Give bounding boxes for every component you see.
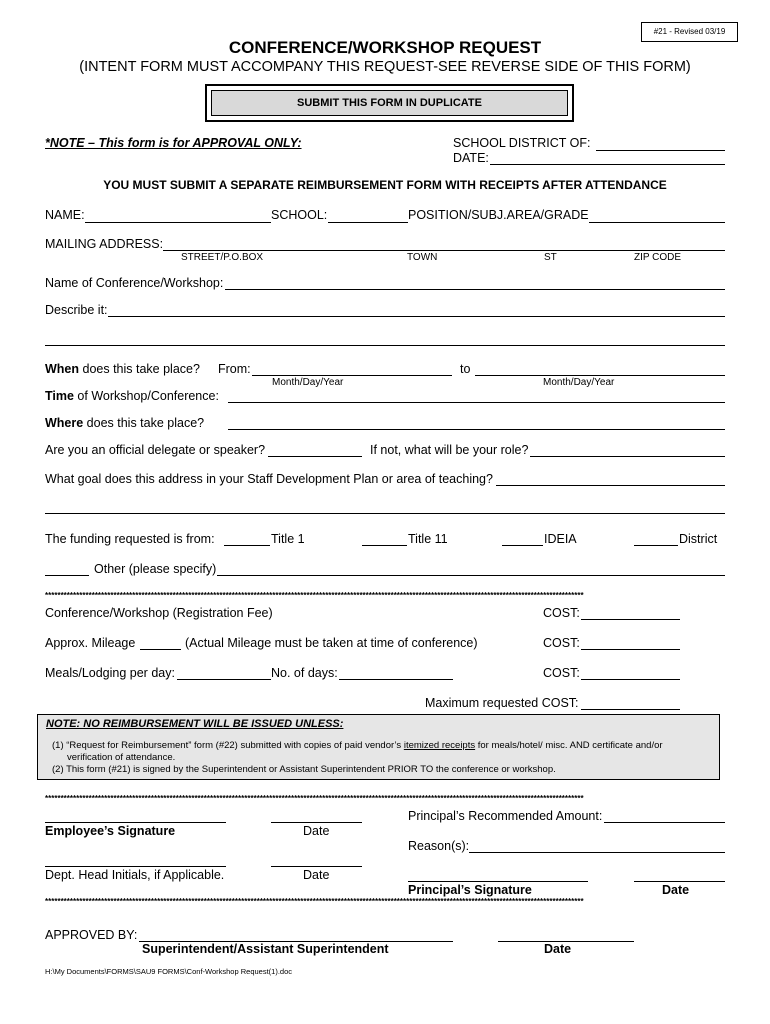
meals-cost-label: COST: [543,666,580,680]
title11-blank[interactable] [362,545,407,546]
from-date-field[interactable] [252,375,452,376]
where-label: Where does this take place? [45,416,205,430]
goal-label: What goal does this address in your Staff Development Plan or area of teaching? [45,472,493,486]
town-caption: TOWN [407,252,438,263]
reimbursement-notice: YOU MUST SUBMIT A SEPARATE REIMBURSEMENT FORM WITH RECEIPTS AFTER ATTENDANCE [103,178,667,192]
zip-caption: ZIP CODE [634,252,682,263]
describe-label: Describe it: [45,303,108,317]
registration-label: Conference/Workshop (Registration Fee) [45,606,273,620]
funding-label: The funding requested is from: [45,532,215,546]
other-label: Other (please specify) [94,562,217,576]
days-field[interactable] [339,679,453,680]
superintendent-label: Superintendent/Assistant Superintendent [142,942,389,956]
mileage-field[interactable] [140,649,181,650]
note-item-2: (2) This form (#21) is signed by the Superintendent or Assistant Superintendent PRIOR TO the conference or workshop. [52,764,556,775]
role-label: If not, what will be your role? [370,443,529,457]
file-path-footer: H:\My Documents\FORMS\SAU9 FORMS\Conf-Workshop Request(1).doc [45,967,293,976]
employee-date-label: Date [303,824,330,838]
principal-amount-field[interactable] [604,822,725,823]
describe-field[interactable] [108,316,725,317]
title11-label: Title 11 [408,532,448,546]
mailing-address-label: MAILING ADDRESS: [45,237,164,251]
meals-field[interactable] [177,679,271,680]
principal-signature-label: Principal’s Signature [408,883,532,897]
approval-date-label: Date [544,942,572,956]
when-label: When does this take place? [45,362,200,376]
dept-head-label: Dept. Head Initials, if Applicable. [45,868,225,882]
reasons-label: Reason(s): [408,839,470,853]
dept-date-label: Date [303,868,330,882]
mileage-cost-field[interactable] [581,649,680,650]
to-date-caption: Month/Day/Year [543,377,615,388]
ideia-blank[interactable] [502,545,543,546]
name-label: NAME: [45,208,85,222]
other-field[interactable] [217,575,725,576]
separator-stars-1: ***************************************************************************************************************************************************************************** [45,592,584,600]
registration-cost-field[interactable] [581,619,680,620]
from-label: From: [218,362,251,376]
conference-name-field[interactable] [225,289,725,290]
approval-note: *NOTE – This form is for APPROVAL ONLY: [45,136,302,150]
date-label: DATE: [453,151,489,165]
separator-stars-3: ***************************************************************************************************************************************************************************** [45,898,584,906]
principal-signature-line[interactable] [408,881,588,882]
days-label: No. of days: [271,666,338,680]
max-cost-label: Maximum requested COST: [425,696,579,710]
date-field[interactable] [490,164,725,165]
form-subtitle: (INTENT FORM MUST ACCOMPANY THIS REQUEST-SEE REVERSE SIDE OF THIS FORM) [79,59,691,75]
mileage-label: Approx. Mileage [45,636,136,650]
approved-by-label: APPROVED BY: [45,928,138,942]
title1-label: Title 1 [271,532,305,546]
registration-cost-label: COST: [543,606,580,620]
goal-field[interactable] [496,485,725,486]
school-district-field[interactable] [596,150,725,151]
delegate-field[interactable] [268,456,362,457]
dept-date-line[interactable] [271,866,362,867]
note-item-1-cont: verification of attendance. [67,752,176,763]
district-label: District [679,532,718,546]
to-date-field[interactable] [475,375,725,376]
role-field[interactable] [530,456,725,457]
dept-head-line[interactable] [45,866,226,867]
to-label: to [460,362,471,376]
reimbursement-note-box [37,714,720,780]
name-field[interactable] [85,222,271,223]
time-field[interactable] [228,402,725,403]
title1-blank[interactable] [224,545,270,546]
position-field[interactable] [589,222,725,223]
conference-name-label: Name of Conference/Workshop: [45,276,224,290]
position-label: POSITION/SUBJ.AREA/GRADE [408,208,589,222]
meals-label: Meals/Lodging per day: [45,666,175,680]
form-title: CONFERENCE/WORKSHOP REQUEST [228,38,542,57]
separator-stars-2: ***************************************************************************************************************************************************************************** [45,795,584,803]
goal-field-line2[interactable] [45,513,725,514]
mileage-note: (Actual Mileage must be taken at time of conference) [185,636,478,650]
delegate-label: Are you an official delegate or speaker? [45,443,266,457]
state-caption: ST [544,252,557,263]
where-field[interactable] [228,429,725,430]
principal-amount-label: Principal’s Recommended Amount: [408,809,603,823]
time-label: Time of Workshop/Conference: [45,389,219,403]
other-blank[interactable] [45,575,89,576]
school-district-label: SCHOOL DISTRICT OF: [453,136,591,150]
note-item-1: (1) “Request for Reimbursement” form (#22) submitted with copies of paid vendor’s itemized receipts for meals/hotel/ misc. AND certificate and/or [52,740,663,751]
mileage-cost-label: COST: [543,636,580,650]
principal-date-label: Date [662,883,690,897]
revision-label: #21 - Revised 03/19 [641,22,738,42]
duplicate-notice-box [205,84,574,122]
describe-field-line2[interactable] [45,345,725,346]
employee-signature-label: Employee’s Signature [45,824,176,838]
street-caption: STREET/P.O.BOX [181,252,264,263]
ideia-label: IDEIA [544,532,577,546]
mailing-address-field[interactable] [163,250,725,251]
employee-signature-line[interactable] [45,822,226,823]
meals-cost-field[interactable] [581,679,680,680]
employee-date-line[interactable] [271,822,362,823]
from-date-caption: Month/Day/Year [272,377,344,388]
school-label: SCHOOL: [271,208,328,222]
school-field[interactable] [328,222,408,223]
duplicate-notice: SUBMIT THIS FORM IN DUPLICATE [211,90,568,116]
principal-date-line[interactable] [634,881,725,882]
reasons-field[interactable] [469,852,725,853]
note-title: NOTE: NO REIMBURSEMENT WILL BE ISSUED UNLESS: [46,718,344,730]
district-blank[interactable] [634,545,678,546]
max-cost-field[interactable] [581,709,680,710]
